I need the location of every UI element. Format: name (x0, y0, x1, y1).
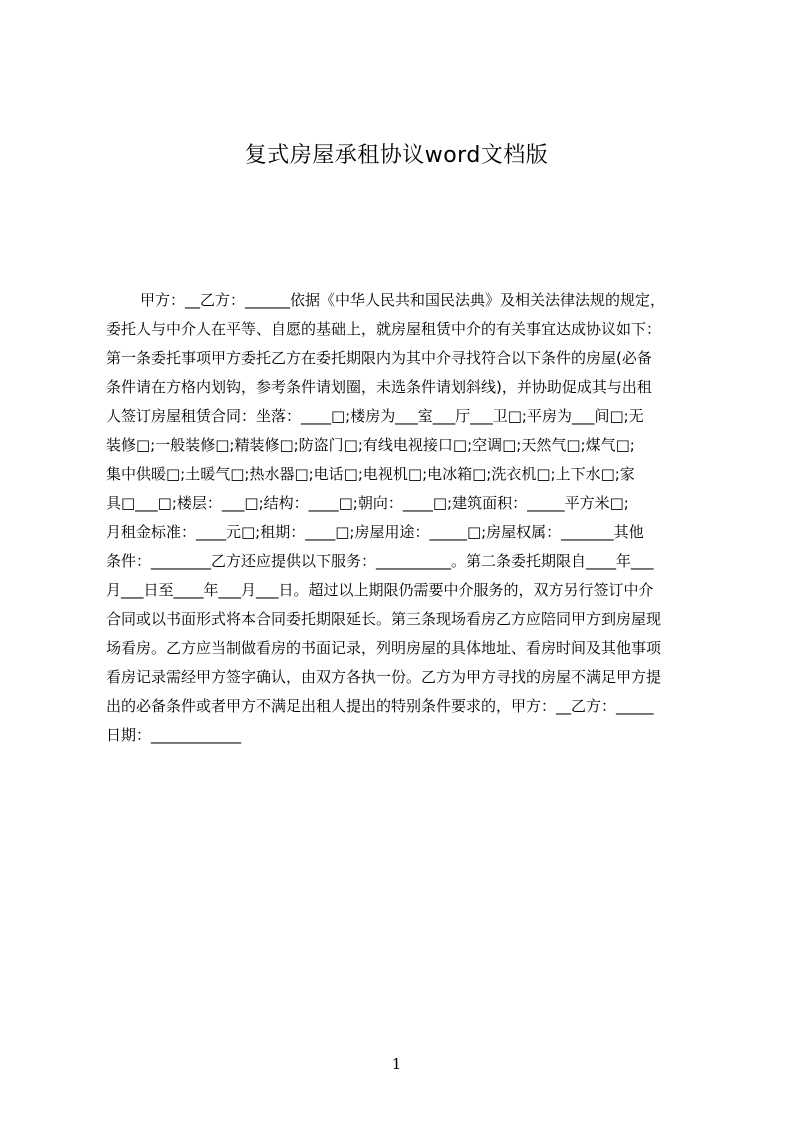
page-number: 1 (391, 1055, 402, 1073)
body-line: 具□___□;楼层：___□;结构：____□;朝向：____□;建筑面积：_____平方米□; (106, 494, 629, 512)
body-line: 月租金标准：____元□;租期：____□;房屋用途：_____□;房屋权属：_______其他 (106, 523, 644, 541)
body-line: 人签订房屋租赁合同：坐落：____□;楼房为___室___厅___卫□;平房为___间□;无 (106, 407, 644, 425)
body-line: 甲方：__乙方：______依据《中华人民共和国民法典》及相关法律法规的规定， (140, 291, 666, 309)
body-line: 委托人与中介人在平等、自愿的基础上，就房屋租赁中介的有关事宜达成协议如下： (106, 320, 662, 338)
document-title: 复式房屋承租协议word文档版 (244, 143, 549, 168)
document-body (106, 286, 698, 750)
body-line: 条件：________乙方还应提供以下服务：__________。第二条委托期限自____年___ (106, 552, 654, 570)
body-line: 日期：____________ (106, 726, 242, 744)
body-line: 装修□;一般装修□;精装修□;防盗门□;有线电视接口□;空调□;天然气□;煤气□; (106, 436, 635, 454)
body-line: 场看房。乙方应当制做看房的书面记录，列明房屋的具体地址、看房时间及其他事项 (106, 639, 662, 657)
body-line: 合同或以书面形式将本合同委托期限延长。第三条现场看房乙方应陪同甲方到房屋现 (106, 610, 662, 628)
body-line: 条件请在方格内划钩，参考条件请划圈，未选条件请划斜线)，并协助促成其与出租 (106, 378, 652, 396)
body-line: 看房记录需经甲方签字确认，由双方各执一份。乙方为甲方寻找的房屋不满足甲方提 (106, 668, 662, 686)
body-line: 集中供暖□;土暖气□;热水器□;电话□;电视机□;电冰箱□;洗衣机□;上下水□;家 (106, 465, 635, 483)
body-line: 第一条委托事项甲方委托乙方在委托期限内为其中介寻找符合以下条件的房屋(必备 (106, 349, 652, 367)
body-line: 出的必备条件或者甲方不满足出租人提出的特别条件要求的，甲方：__乙方：_____ (106, 697, 654, 715)
body-line: 月___日至____年___月___日。超过以上期限仍需要中介服务的，双方另行签订中介 (106, 581, 654, 599)
